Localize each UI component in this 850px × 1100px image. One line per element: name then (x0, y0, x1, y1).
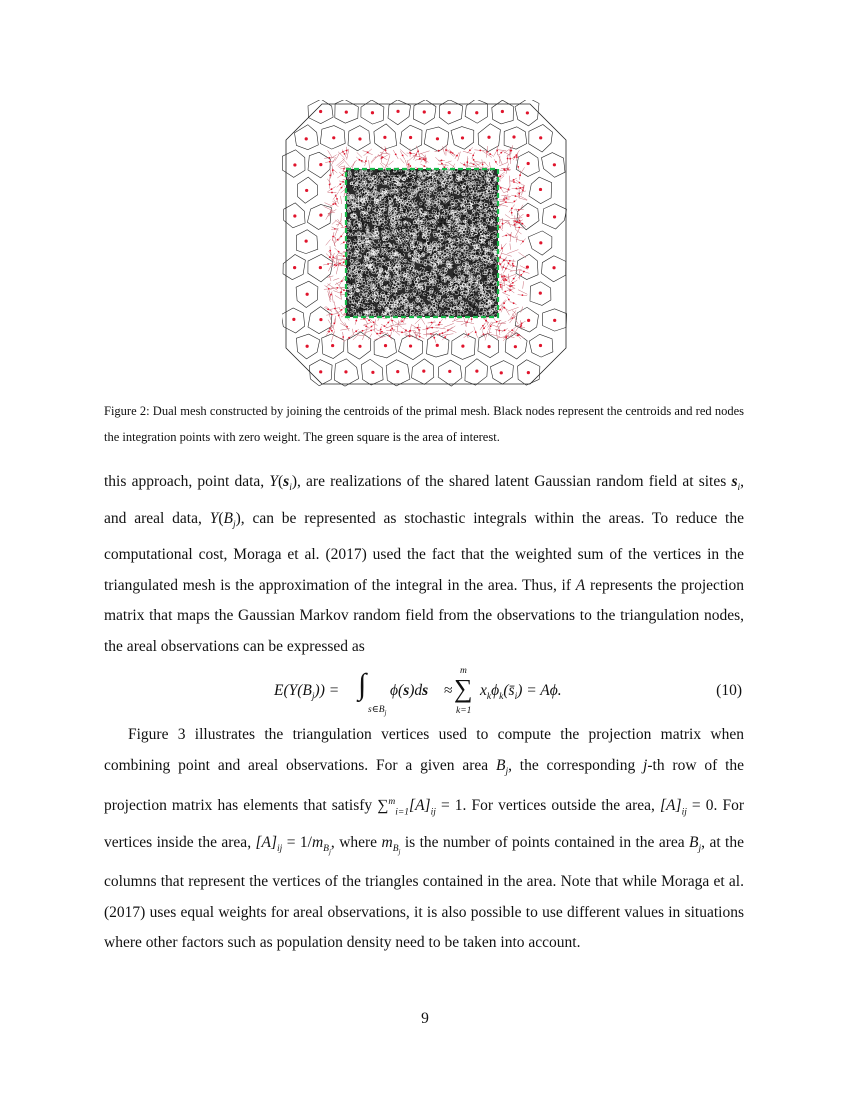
equation-body: $E(Y(B_j))$ = ∫ $s\in B_j$ ϕ(s)ds ≈ m ∑ k=1 $x_k\phi_k(s̄_i) = A\phi$. (274, 666, 562, 717)
caption-text: Dual mesh constructed by joining the centroids of the primal mesh. Black nodes represent the centroids and red nodes the integration points with zero weight. The green square is the area of interest. (104, 404, 745, 444)
summation-sign: ∑ (454, 674, 473, 703)
body-paragraph-2: Figure 3 illustrates the triangulation vertices used to compute the projection matrix when combining point and areal observations. For a given area $B_j$, the corresponding j-th row of the projection matrix has elements that satisfy $\sum^m_{i=1}[A]_{ij} = 1$. For vertices outside the area, $[A]_{ij} = 0$. For vertices inside the area, $[A]_{ij} = 1/m_{B_j}$, where $m_{B_j}$ is the number of points contained in the area $B_j$, at the columns that represent the vertices of the triangles contained in the area. Note that while Moraga et al. (2017) uses equal weights for areal observations, it is also possible to use different values in situations where other factors such as population density need to be taken into account. (104, 726, 745, 952)
caption-label: Figure 2: (104, 404, 150, 418)
body-paragraph-1: this approach, point data, $Y(s_i)$, are realizations of the shared latent Gaussian random field at sites $s_i$, and areal data, $Y(B_j)$, can be represented as stochastic integrals within the areas. To reduce the computational cost, Moraga et al. (2017) used the fact that the weighted sum of the vertices in the triangulated mesh is the approximation of the integral in the area. Thus, if A represents the projection matrix that maps the Gaussian Markov random field from the observations to the triangulation nodes, the areal observations can be expressed as (104, 473, 744, 655)
dual-mesh-plot (282, 100, 570, 388)
dual-mesh-figure (282, 100, 570, 388)
integral-sign: ∫ (358, 668, 367, 701)
page-number: 9 (421, 1010, 429, 1027)
equation-10 (104, 666, 744, 722)
equation-number: (10) (716, 682, 742, 699)
inner-dense-mesh (346, 168, 499, 318)
figure-caption (104, 398, 744, 450)
